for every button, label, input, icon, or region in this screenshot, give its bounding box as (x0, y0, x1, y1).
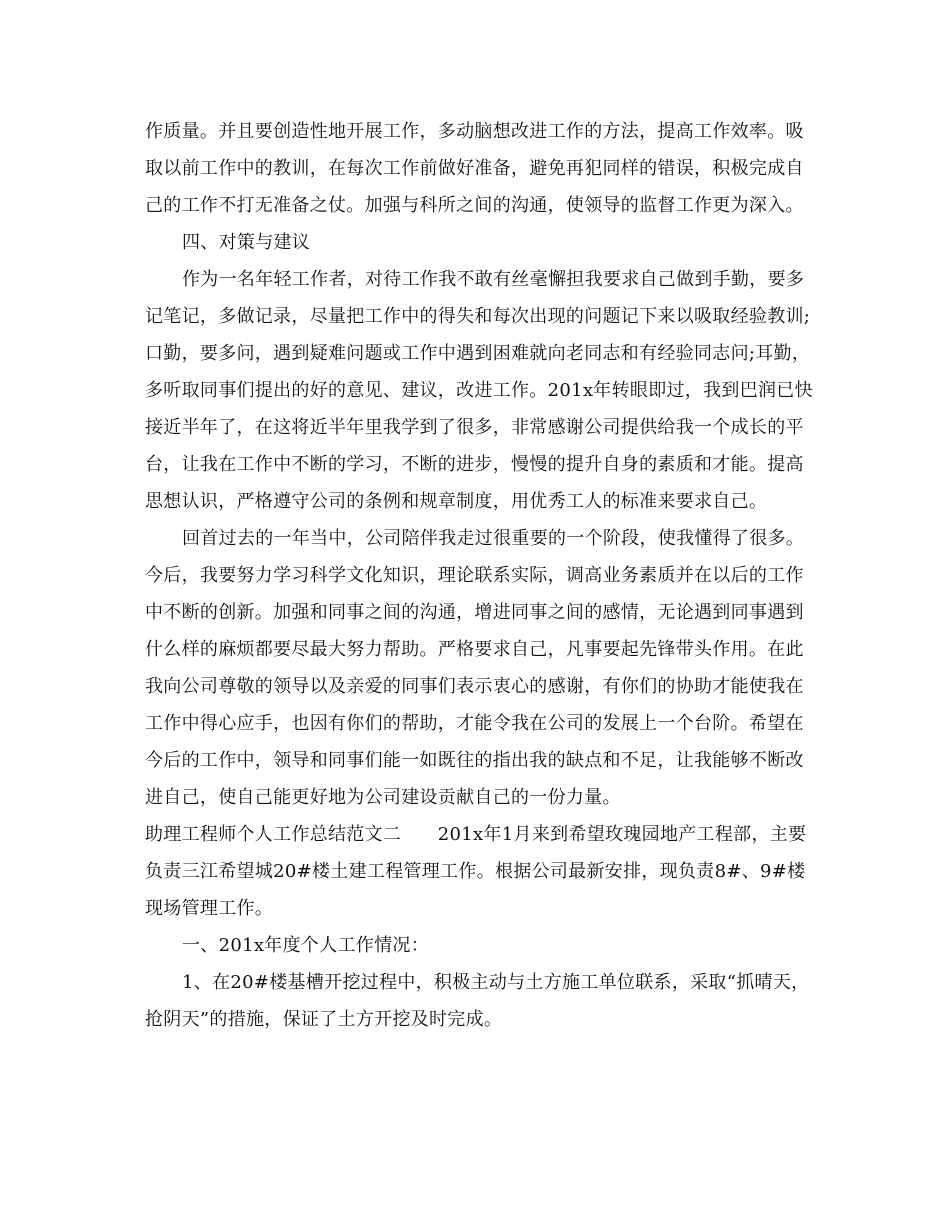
heading-countermeasures: 四、对策与建议 (182, 232, 311, 253)
paragraph-young-worker: 作为一名年轻工作者，对待工作我不敢有丝毫懈担我要求自己做到手勤，要多记笔记，多做记录，尽量把工作中的得失和每次出现的问题记下来以吸取经验教训;口勤，要多问，遇到疑难问题或工作中遇到困难就向老同志和有经验同志问;耳勤，多听取同事们提出的好的意见、建议，改进工作。201x年转眼即过，我到巴润已快接近半年了，在这将近半年里我学到了很多，非常感谢公司提供给我一个成长的平台，让我在工作中不断的学习，不断的进步，慢慢的提升自身的素质和才能。提高思想认识，严格遵守公司的条例和规章制度，用优秀工人的标准来要求自己。 (145, 269, 813, 512)
paragraph-looking-back: 回首过去的一年当中，公司陪伴我走过很重要的一个阶段，使我懂得了很多。今后，我要努力学习科学文化知识，理论联系实际，调高业务素质并在以后的工作中不断的创新。加强和同事之间的沟通，增进同事之间的感情，无论遇到同事遇到什么样的麻烦都要尽最大努力帮助。严格要求自己，凡事要起先锋带头作用。在此我向公司尊敬的领导以及亲爱的同事们表示衷心的感谢，有你们的协助才能使我在工作中得心应手，也因有你们的帮助，才能令我在公司的发展上一个台阶。希望在今后的工作中，领导和同事们能一如既往的指出我的缺点和不足，让我能够不断改进自己，使自己能更好地为公司建设贡献自己的一份力量。 (145, 528, 805, 808)
paragraph-excavation: 1、在20#楼基槽开挖过程中，积极主动与土方施工单位联系，采取“抓晴天，抢阴天”的措施，保证了土方开挖及时完成。 (145, 972, 810, 1030)
heading-annual-work: 一、201x年度个人工作情况： (182, 935, 430, 956)
document-body (145, 113, 815, 1038)
paragraph-sample-two: 助理工程师个人工作总结范文二 201x年1月来到希望玫瑰园地产工程部，主要负责三江希望城20#楼土建工程管理工作。根据公司最新安排，现负责8#、9#楼现场管理工作。 (145, 824, 807, 919)
paragraph-work-quality: 作质量。并且要创造性地开展工作，多动脑想改进工作的方法，提高工作效率。吸取以前工作中的教训，在每次工作前做好准备，避免再犯同样的错误，积极完成自己的工作不打无准备之仗。加强与科所之间的沟通，使领导的监督工作更为深入。 (145, 121, 804, 216)
